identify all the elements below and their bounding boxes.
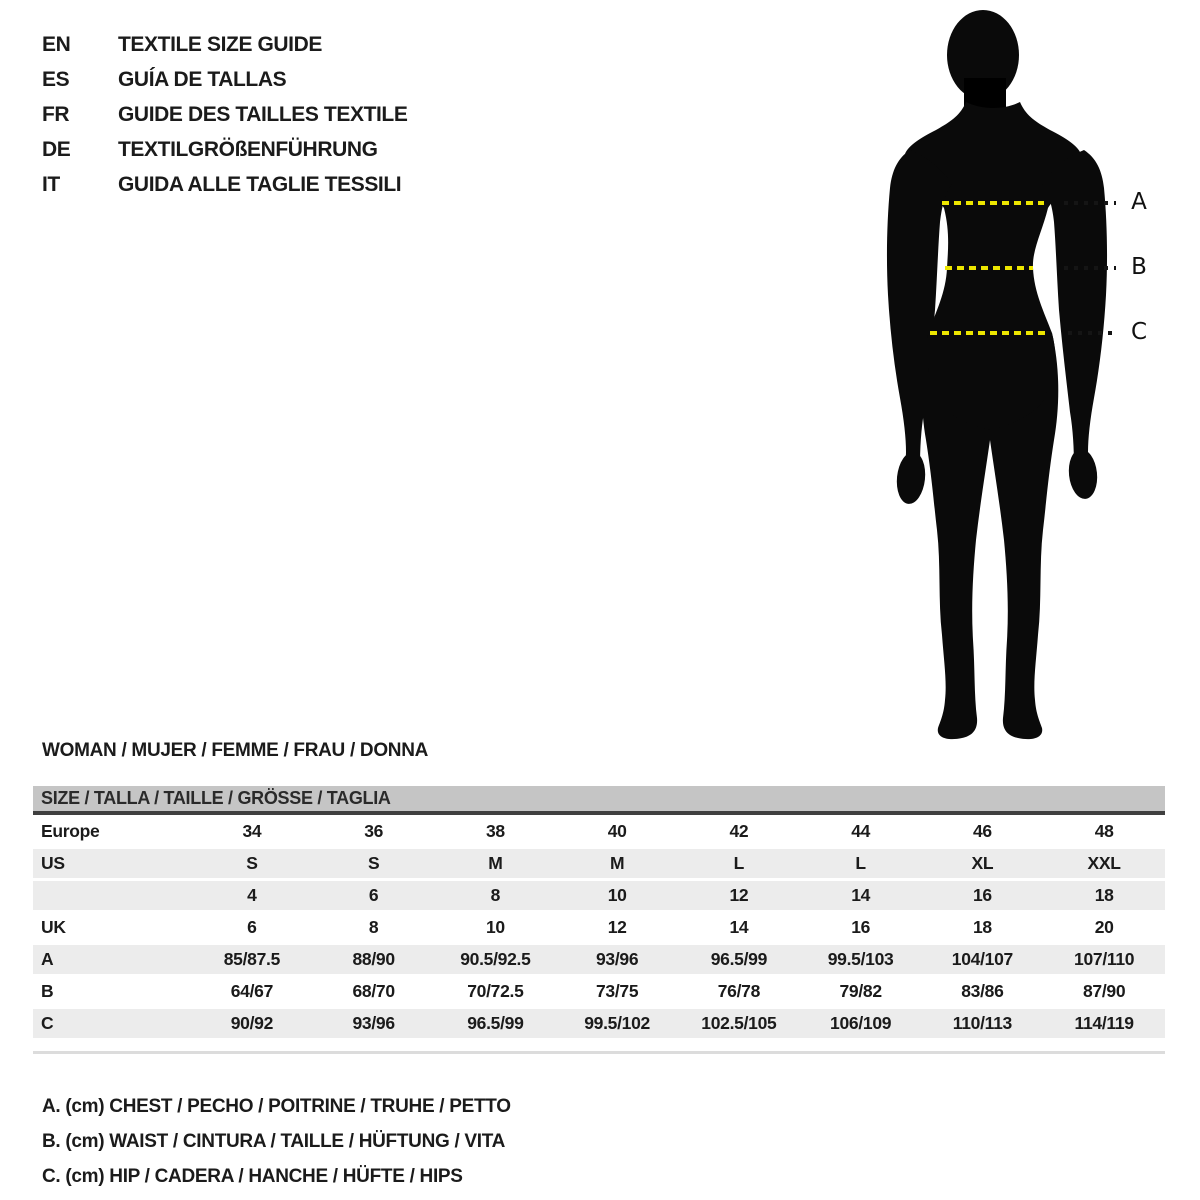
table-bottom-divider: [33, 1051, 1165, 1054]
size-cell: 90/92: [230, 1013, 274, 1033]
row-label: C: [41, 1013, 54, 1033]
table-row-uk: [33, 911, 1165, 943]
size-cell: 36: [364, 820, 384, 841]
lang-code: IT: [42, 172, 60, 196]
marker-label-a: A: [1131, 189, 1147, 215]
size-cell: S: [246, 853, 258, 873]
size-cell: 107/110: [1074, 949, 1135, 969]
row-label: A: [41, 949, 54, 969]
size-cell: 8: [368, 916, 379, 937]
size-cell: 110/113: [952, 1013, 1012, 1033]
lang-title: TEXTILE SIZE GUIDE: [118, 32, 322, 56]
lang-row-fr: [42, 97, 407, 132]
size-cell: M: [609, 853, 625, 873]
size-cell: 96.5/99: [467, 1013, 524, 1033]
size-cell: 6: [368, 885, 379, 905]
marker-label-b: B: [1131, 254, 1147, 280]
lang-code: DE: [42, 137, 71, 161]
chest-measure-line: [942, 201, 1044, 205]
size-cell: 44: [851, 820, 871, 841]
size-cell: 18: [972, 916, 992, 937]
row-label: B: [41, 980, 54, 1001]
size-table: [33, 786, 1165, 1039]
size-cell: 88/90: [352, 949, 395, 969]
size-cell: 102.5/105: [701, 1013, 777, 1033]
size-table-header: SIZE / TALLA / TAILLE / GRÖSSE / TAGLIA: [33, 786, 1165, 815]
size-cell: 93/96: [352, 1013, 395, 1033]
size-cell: 104/107: [951, 949, 1013, 969]
table-row-waist-b: [33, 975, 1165, 1007]
size-cell: 73/75: [595, 980, 639, 1001]
woman-silhouette-figure: [880, 0, 1130, 745]
measurement-legend: [42, 1089, 511, 1194]
legend-waist: B. (cm) WAIST / CINTURA / TAILLE / HÜFTUNG / VITA: [42, 1130, 506, 1152]
size-cell: 16: [851, 916, 871, 937]
size-cell: 96.5/99: [710, 949, 768, 969]
lang-code: ES: [42, 67, 70, 91]
size-cell: 46: [972, 820, 992, 841]
size-cell: 42: [729, 820, 749, 841]
row-label: US: [41, 853, 65, 873]
lang-title: GUÍA DE TALLAS: [118, 67, 287, 91]
lang-row-de: [42, 132, 407, 167]
language-title-list: [42, 27, 407, 202]
size-cell: 64/67: [230, 980, 274, 1001]
lang-row-en: [42, 27, 407, 62]
size-cell: 10: [485, 916, 505, 937]
hip-leader-line: [1068, 331, 1116, 335]
table-row-us-numeric: [33, 879, 1165, 911]
lang-code: FR: [42, 102, 70, 126]
chest-leader-line: [1064, 201, 1116, 205]
size-cell: 12: [729, 885, 749, 905]
legend-hip: C. (cm) HIP / CADERA / HANCHE / HÜFTE / HIPS: [42, 1165, 463, 1187]
waist-measure-line: [945, 266, 1033, 270]
size-cell: 76/78: [717, 980, 761, 1001]
size-cell: 34: [242, 820, 262, 841]
lang-title: GUIDE DES TAILLES TEXTILE: [118, 102, 408, 126]
size-cell: XXL: [1087, 853, 1121, 873]
lang-title: TEXTILGRÖßENFÜHRUNG: [118, 137, 378, 161]
size-cell: 14: [851, 885, 871, 905]
lang-row-es: [42, 62, 407, 97]
size-cell: S: [367, 853, 380, 873]
size-cell: 79/82: [839, 980, 882, 1001]
row-label: UK: [41, 916, 66, 937]
size-cell: 106/109: [830, 1013, 892, 1033]
size-cell: 4: [247, 885, 257, 905]
hip-measure-line: [930, 331, 1050, 335]
size-cell: 99.5/102: [584, 1013, 650, 1033]
lang-title: GUIDA ALLE TAGLIE TESSILI: [118, 172, 402, 196]
size-cell: 14: [729, 916, 749, 937]
size-cell: 18: [1094, 885, 1114, 905]
size-cell: L: [733, 853, 745, 873]
size-cell: 70/72.5: [467, 980, 524, 1001]
legend-chest: A. (cm) CHEST / PECHO / POITRINE / TRUHE / PETTO: [42, 1095, 511, 1117]
size-cell: XL: [971, 853, 994, 873]
size-cell: 20: [1094, 916, 1114, 937]
size-cell: 87/90: [1082, 980, 1126, 1001]
lang-row-it: [42, 167, 407, 202]
lang-code: EN: [42, 32, 71, 56]
gender-section-title: WOMAN / MUJER / FEMME / FRAU / DONNA: [42, 740, 429, 761]
size-cell: 38: [485, 820, 505, 841]
size-cell: L: [855, 853, 866, 873]
waist-leader-line: [1064, 266, 1116, 270]
size-cell: 6: [247, 916, 257, 937]
size-cell: 85/87.5: [223, 949, 281, 969]
size-cell: 48: [1094, 820, 1114, 841]
size-cell: 16: [972, 885, 992, 905]
size-cell: 114/119: [1074, 1013, 1134, 1033]
size-cell: 8: [490, 885, 501, 905]
size-cell: 68/70: [352, 980, 395, 1001]
size-cell: 10: [607, 885, 627, 905]
table-row-chest-a: [33, 943, 1165, 975]
size-cell: 93/96: [595, 949, 639, 969]
row-label: Europe: [41, 820, 100, 841]
marker-label-c: C: [1130, 319, 1148, 345]
woman-silhouette-icon: [880, 0, 1130, 745]
table-row-us: [33, 847, 1165, 879]
size-cell: 90.5/92.5: [460, 949, 531, 969]
size-cell: 40: [607, 820, 627, 841]
size-cell: M: [488, 853, 503, 873]
size-cell: 12: [607, 916, 627, 937]
size-cell: 83/86: [961, 980, 1004, 1001]
table-row-hip-c: [33, 1007, 1165, 1039]
table-row-europe: [33, 815, 1165, 847]
size-cell: 99.5/103: [827, 949, 894, 969]
